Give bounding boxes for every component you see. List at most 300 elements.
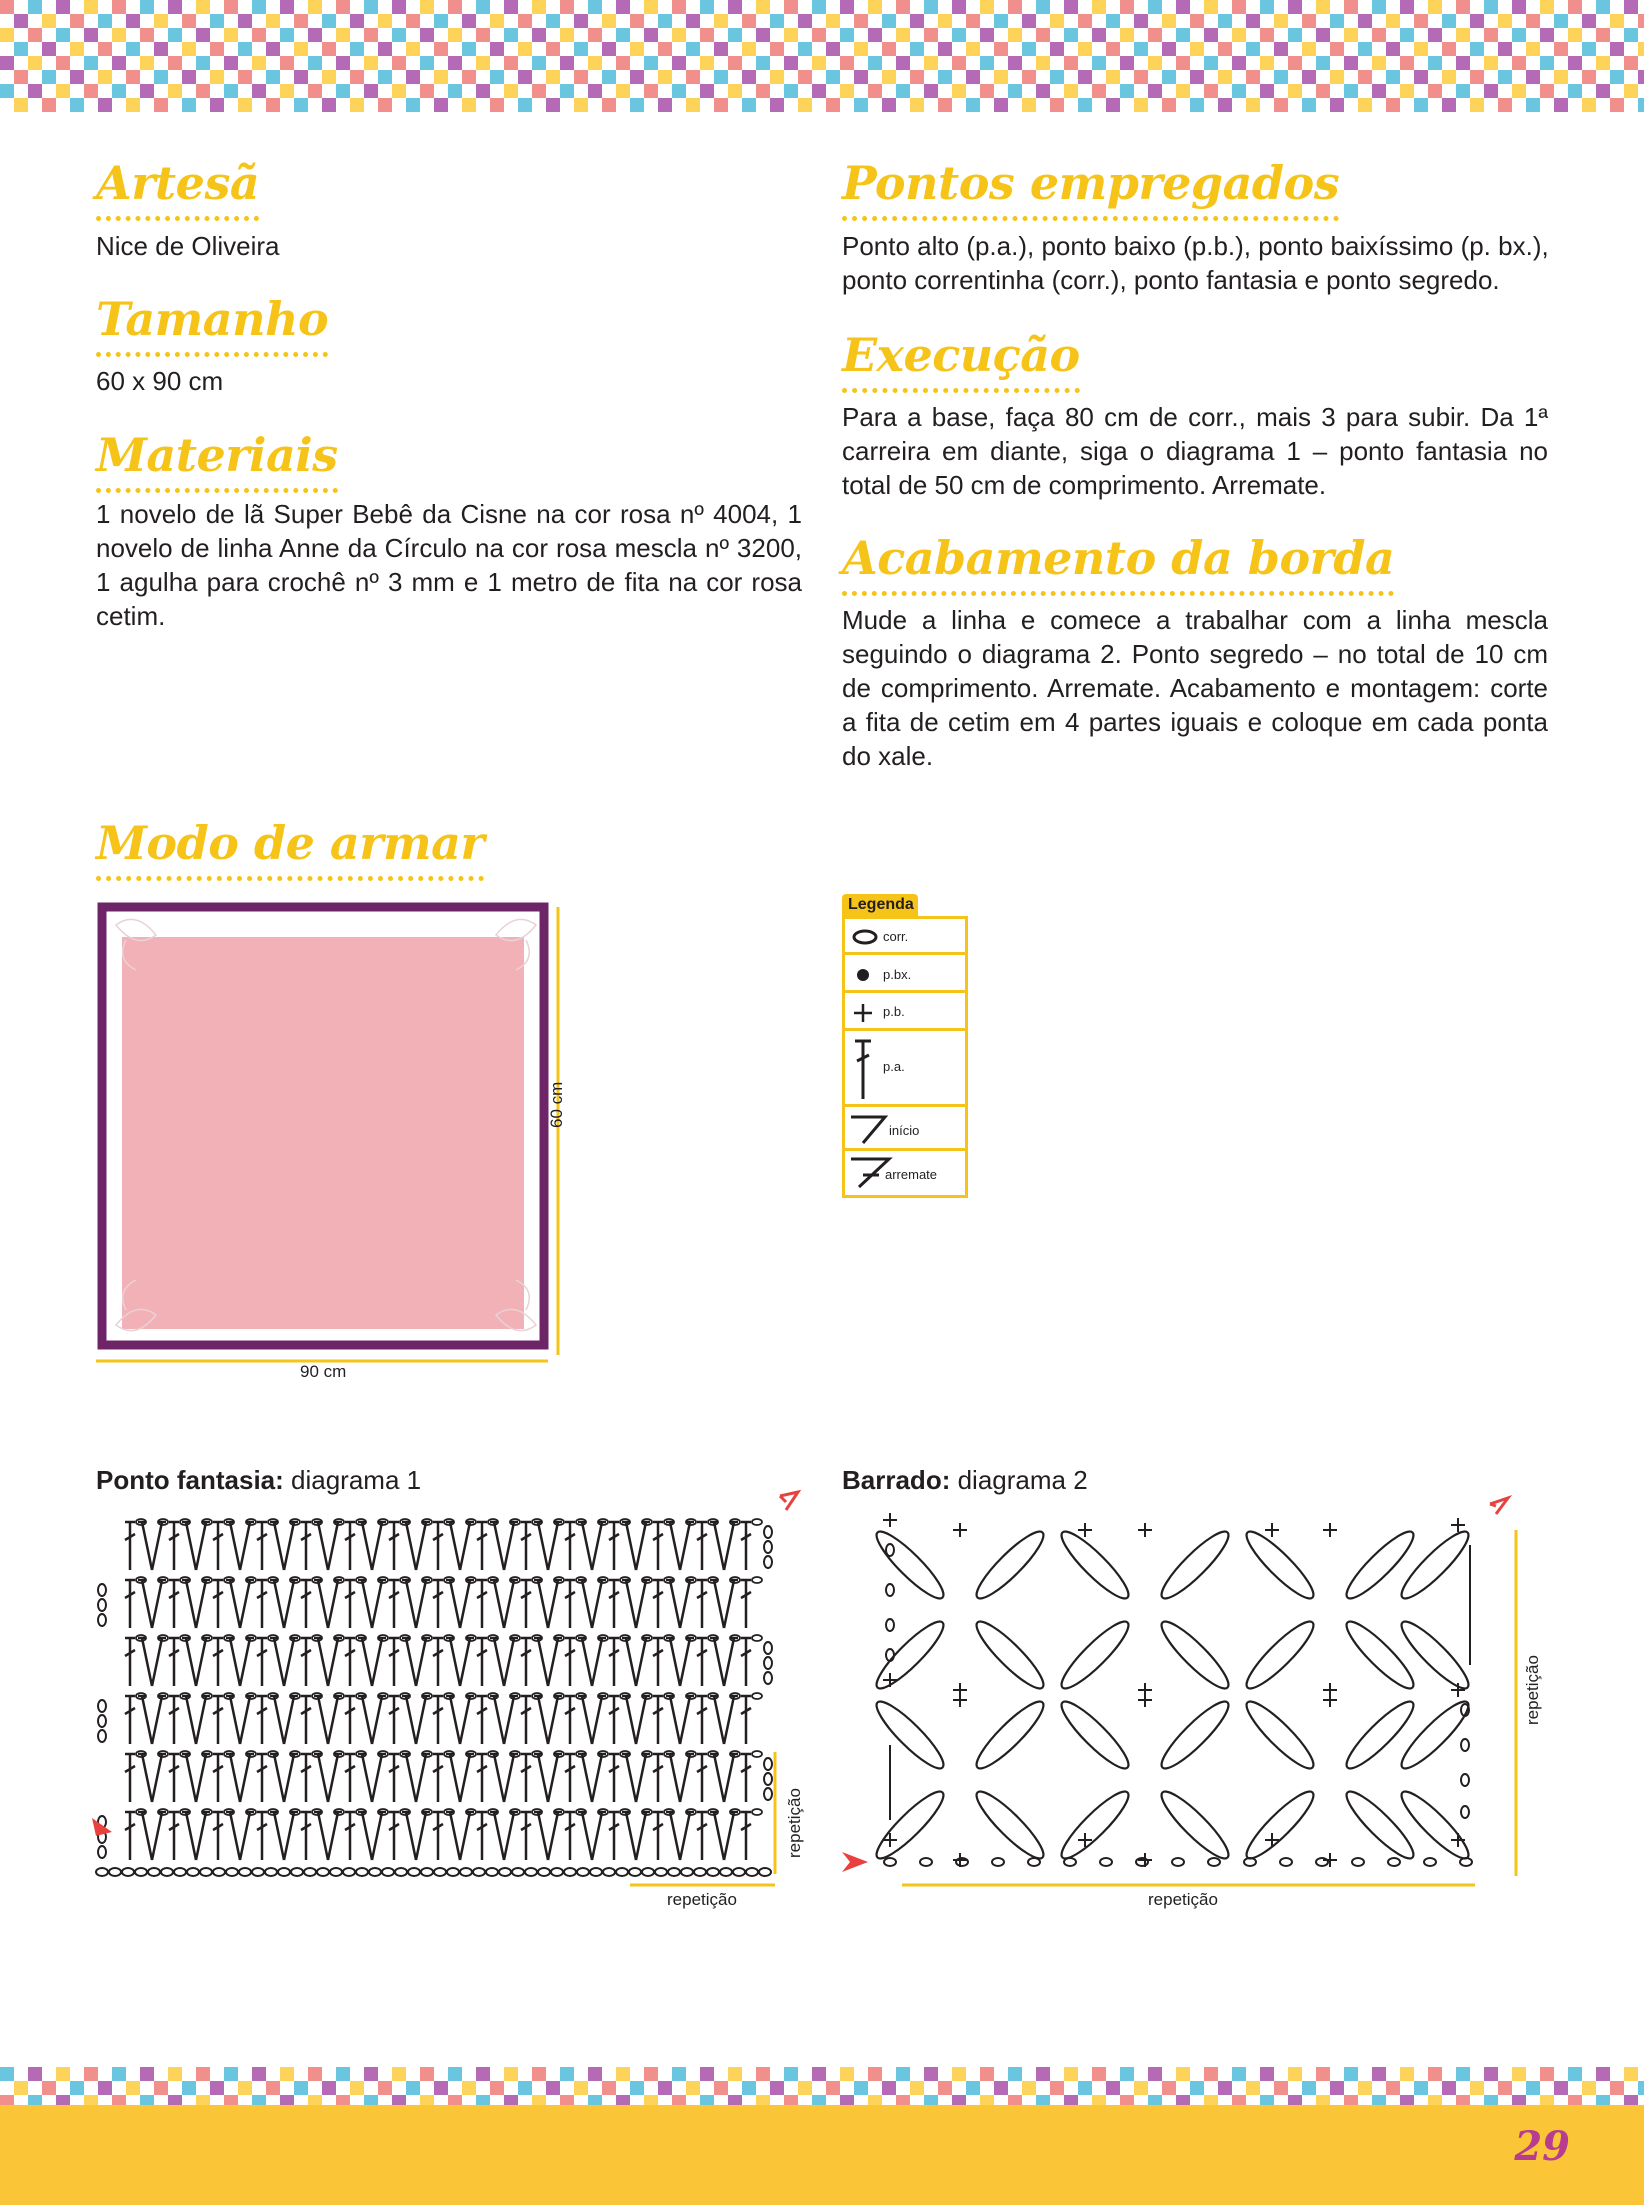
checker-square (952, 2095, 966, 2105)
checker-square (308, 56, 322, 70)
v-stitch (622, 1638, 650, 1686)
checker-square (1274, 98, 1288, 112)
checker-square (798, 42, 812, 56)
checker-square (756, 28, 770, 42)
checker-square (84, 84, 98, 98)
v-stitch (578, 1638, 606, 1686)
crochet-diagram-1 (90, 1490, 820, 1890)
checker-square (1120, 56, 1134, 70)
checker-square (126, 98, 140, 112)
chain-stitch (473, 1868, 485, 1876)
checker-square (1638, 42, 1644, 56)
checker-square (1400, 0, 1414, 14)
checker-square (1204, 0, 1218, 14)
checker-square (1148, 2067, 1162, 2081)
checker-square (826, 98, 840, 112)
tall-stitch (389, 1812, 399, 1860)
turning-chain (764, 1788, 772, 1800)
tall-stitch (389, 1522, 399, 1570)
checker-square (126, 42, 140, 56)
checker-square (658, 42, 672, 56)
checker-square (378, 70, 392, 84)
tall-stitch (345, 1638, 355, 1686)
checker-square (1204, 56, 1218, 70)
tall-stitch (565, 1638, 575, 1686)
checker-square (714, 14, 728, 28)
checker-square (448, 2095, 462, 2105)
checker-square (1526, 98, 1540, 112)
checker-square (1470, 98, 1484, 112)
checker-square (700, 28, 714, 42)
chain-stitch (1208, 1858, 1220, 1866)
v-stitch (666, 1638, 694, 1686)
heading-acabamento: Acabamento da borda (842, 535, 1394, 596)
checker-square (1092, 2067, 1106, 2081)
checker-square (1400, 2095, 1414, 2105)
checker-square (1540, 2095, 1554, 2105)
turning-chain (98, 1846, 106, 1858)
tall-stitch (697, 1580, 707, 1628)
checker-square (1288, 56, 1302, 70)
v-stitch (622, 1522, 650, 1570)
checker-square (644, 56, 658, 70)
start-arrow-icon (842, 1852, 868, 1872)
checker-square (1554, 42, 1568, 56)
chain-stitch (707, 1868, 719, 1876)
checker-square (1526, 42, 1540, 56)
cluster-petal (870, 1525, 951, 1606)
checker-square (952, 0, 966, 14)
checker-square (1022, 70, 1036, 84)
checker-square (1442, 14, 1456, 28)
checker-square (1540, 84, 1554, 98)
checker-square (1624, 0, 1638, 14)
checker-square (1260, 56, 1274, 70)
cluster-petal (1340, 1695, 1421, 1776)
checker-square (1456, 2067, 1470, 2081)
v-stitch (446, 1580, 474, 1628)
checker-square (1414, 42, 1428, 56)
checker-square (1148, 0, 1162, 14)
checker-square (1008, 84, 1022, 98)
plus-stitch (883, 1833, 897, 1847)
side-chain (886, 1544, 894, 1556)
checker-square (1330, 2081, 1344, 2095)
tall-stitch (697, 1638, 707, 1686)
legend-row-corr (845, 919, 965, 955)
tall-stitch (257, 1522, 267, 1570)
checker-square (238, 42, 252, 56)
tall-stitch (521, 1580, 531, 1628)
checker-square (672, 84, 686, 98)
checker-square (126, 14, 140, 28)
checker-square (1386, 42, 1400, 56)
cluster-petal (970, 1525, 1051, 1606)
checker-square (574, 14, 588, 28)
side-chain (886, 1584, 894, 1596)
tall-stitch (609, 1522, 619, 1570)
checker-square (168, 2067, 182, 2081)
checker-square (938, 42, 952, 56)
checker-square (966, 98, 980, 112)
tall-stitch (301, 1522, 311, 1570)
checker-square (1456, 2095, 1470, 2105)
chain-stitch (752, 1751, 762, 1757)
tall-stitch (741, 1580, 751, 1628)
tall-stitch (741, 1812, 751, 1860)
checker-square (1512, 2095, 1526, 2105)
checker-square (532, 84, 546, 98)
checker-square (588, 84, 602, 98)
checker-square (644, 84, 658, 98)
cluster-petal (1055, 1695, 1136, 1776)
checker-square (336, 2067, 350, 2081)
checker-square (1176, 0, 1190, 14)
checker-square (1484, 2095, 1498, 2105)
checker-square (1358, 2081, 1372, 2095)
diagram1-repeat-horizontal: repetição (667, 1890, 737, 1909)
checker-square (126, 70, 140, 84)
cluster-petal (1340, 1615, 1421, 1696)
cluster-petal (1155, 1695, 1236, 1776)
checker-square (966, 70, 980, 84)
chain-stitch (161, 1868, 173, 1876)
checker-square (602, 42, 616, 56)
checker-square (42, 42, 56, 56)
v-stitch (446, 1696, 474, 1744)
checker-square (756, 84, 770, 98)
checker-square (882, 14, 896, 28)
checker-square (28, 28, 42, 42)
v-stitch (534, 1580, 562, 1628)
checker-square (224, 2067, 238, 2081)
heading-pontos-empregados: Pontos empregados (842, 160, 1339, 221)
checker-square (770, 14, 784, 28)
checker-square (532, 2095, 546, 2105)
v-stitch (226, 1580, 254, 1628)
checker-square (1596, 0, 1610, 14)
checker-pattern (0, 0, 1644, 112)
cluster-petal (1395, 1785, 1476, 1866)
legend-label-pa: p.a. (883, 1059, 905, 1074)
checker-square (560, 2095, 574, 2105)
v-stitch (710, 1812, 738, 1860)
checker-square (490, 70, 504, 84)
v-stitch (490, 1638, 518, 1686)
checker-square (1106, 70, 1120, 84)
checker-square (350, 70, 364, 84)
v-stitch (314, 1754, 342, 1802)
checker-square (1624, 84, 1638, 98)
legend-box (842, 916, 968, 1198)
tall-stitch (653, 1696, 663, 1744)
checker-square (1540, 0, 1554, 14)
tall-stitch (213, 1638, 223, 1686)
chain-stitch (148, 1868, 160, 1876)
checker-square (70, 98, 84, 112)
v-stitch (270, 1696, 298, 1744)
tall-stitch (169, 1638, 179, 1686)
checker-square (1358, 14, 1372, 28)
checker-square (868, 0, 882, 14)
checker-square (1190, 42, 1204, 56)
checker-square (1036, 28, 1050, 42)
checker-square (784, 2067, 798, 2081)
checker-square (742, 98, 756, 112)
checker-square (1274, 2081, 1288, 2095)
checker-square (434, 14, 448, 28)
checker-square (770, 2081, 784, 2095)
checker-square (784, 28, 798, 42)
chain-stitch (629, 1868, 641, 1876)
checker-square (364, 2095, 378, 2105)
v-stitch (622, 1754, 650, 1802)
checker-square (910, 14, 924, 28)
checker-square (1022, 2081, 1036, 2095)
cluster-petal (1155, 1785, 1236, 1866)
checker-square (770, 42, 784, 56)
checker-square (1540, 56, 1554, 70)
checker-square (42, 98, 56, 112)
tall-stitch (213, 1812, 223, 1860)
checker-square (924, 2095, 938, 2105)
checker-square (938, 14, 952, 28)
checker-square (1204, 28, 1218, 42)
tall-stitch (125, 1754, 135, 1802)
chain-stitch (694, 1868, 706, 1876)
checker-square (1134, 98, 1148, 112)
checker-square (294, 42, 308, 56)
checker-square (42, 14, 56, 28)
checker-square (448, 0, 462, 14)
checker-square (798, 70, 812, 84)
checker-square (1400, 84, 1414, 98)
checker-square (784, 84, 798, 98)
plus-stitch (1451, 1833, 1465, 1847)
turning-chain (98, 1730, 106, 1742)
checker-square (490, 42, 504, 56)
checker-square (98, 14, 112, 28)
v-stitch (578, 1580, 606, 1628)
v-stitch (666, 1696, 694, 1744)
heading-execucao: Execução (842, 332, 1080, 393)
checker-square (1582, 98, 1596, 112)
tall-stitch (697, 1754, 707, 1802)
cluster-petal (1240, 1695, 1321, 1776)
checker-square (546, 2081, 560, 2095)
checker-square (1596, 84, 1610, 98)
checker-square (812, 84, 826, 98)
checker-square (210, 14, 224, 28)
chain-stitch (408, 1868, 420, 1876)
v-stitch (490, 1580, 518, 1628)
chain-stitch (213, 1868, 225, 1876)
checker-square (1372, 2095, 1386, 2105)
diagram1-repeat-vertical: repetição (785, 1788, 804, 1858)
checker-square (1400, 28, 1414, 42)
cluster-petal (1155, 1525, 1236, 1606)
v-stitch (622, 1696, 650, 1744)
tall-stitch (741, 1754, 751, 1802)
checker-square (840, 2095, 854, 2105)
checker-square (1190, 98, 1204, 112)
checker-square (294, 14, 308, 28)
checker-square (84, 28, 98, 42)
checker-square (196, 84, 210, 98)
checker-square (924, 2067, 938, 2081)
legend-title: Legenda (842, 894, 918, 916)
checker-square (1022, 14, 1036, 28)
tall-stitch (521, 1522, 531, 1570)
checker-square (1218, 42, 1232, 56)
checker-square (616, 2067, 630, 2081)
checker-square (1120, 84, 1134, 98)
checker-square (1358, 70, 1372, 84)
checker-square (1162, 14, 1176, 28)
checker-square (980, 0, 994, 14)
checker-square (1316, 2067, 1330, 2081)
checker-square (910, 70, 924, 84)
checker-square (1610, 14, 1624, 28)
checker-square (854, 2081, 868, 2095)
checker-square (1582, 2081, 1596, 2095)
checker-square (630, 2081, 644, 2095)
v-stitch (182, 1580, 210, 1628)
checker-square (1302, 98, 1316, 112)
checker-square (784, 56, 798, 70)
checker-square (1638, 98, 1644, 112)
v-stitch (138, 1812, 166, 1860)
checker-square (1232, 2067, 1246, 2081)
plus-stitch (1451, 1518, 1465, 1532)
v-stitch (402, 1812, 430, 1860)
checker-square (756, 2095, 770, 2105)
checker-square (1330, 98, 1344, 112)
chain-stitch (187, 1868, 199, 1876)
v-stitch (314, 1696, 342, 1744)
checker-square (308, 28, 322, 42)
checker-square (238, 2081, 252, 2095)
checker-square (868, 56, 882, 70)
v-stitch (402, 1754, 430, 1802)
checker-square (728, 84, 742, 98)
checker-square (1246, 42, 1260, 56)
checker-square (994, 14, 1008, 28)
checker-square (392, 0, 406, 14)
checker-square (686, 70, 700, 84)
checker-square (532, 2067, 546, 2081)
checker-square (924, 84, 938, 98)
checker-square (490, 98, 504, 112)
checker-square (1484, 28, 1498, 42)
checker-square (966, 14, 980, 28)
checker-square (140, 84, 154, 98)
checker-square (1414, 14, 1428, 28)
checker-square (1148, 2095, 1162, 2105)
chain-stitch (239, 1868, 251, 1876)
checker-square (1372, 56, 1386, 70)
checker-square (980, 56, 994, 70)
checker-square (1568, 84, 1582, 98)
checker-square (364, 84, 378, 98)
chain-stitch (369, 1868, 381, 1876)
checker-square (1498, 2081, 1512, 2095)
checker-square (1428, 2095, 1442, 2105)
footer-band (0, 2105, 1644, 2205)
checker-square (644, 2067, 658, 2081)
chain-stitch (525, 1868, 537, 1876)
checker-square (1624, 2067, 1638, 2081)
checker-square (714, 42, 728, 56)
checker-square (1134, 42, 1148, 56)
checker-square (1638, 14, 1644, 28)
checker-square (448, 84, 462, 98)
checker-square (28, 2067, 42, 2081)
checker-square (518, 42, 532, 56)
turning-chain (764, 1541, 772, 1553)
chain-stitch (447, 1868, 459, 1876)
cluster-petal (1055, 1615, 1136, 1696)
checker-square (1554, 70, 1568, 84)
diagram2-repeat-vertical: repetição (1523, 1655, 1542, 1725)
checker-square (868, 2095, 882, 2105)
v-stitch (710, 1754, 738, 1802)
v-stitch (490, 1812, 518, 1860)
checker-square (350, 98, 364, 112)
checker-square (1414, 70, 1428, 84)
checker-square (1554, 2081, 1568, 2095)
checker-square (994, 70, 1008, 84)
tall-stitch (565, 1522, 575, 1570)
checker-square (168, 2095, 182, 2105)
checker-square (98, 70, 112, 84)
checker-square (1498, 70, 1512, 84)
checker-square (1064, 0, 1078, 14)
tall-stitch (653, 1522, 663, 1570)
checker-square (1470, 14, 1484, 28)
checker-square (1008, 2095, 1022, 2105)
chain-stitch (317, 1868, 329, 1876)
diagram2-caption-bold: Barrado: (842, 1465, 951, 1495)
chain-stitch (746, 1868, 758, 1876)
v-stitch (138, 1580, 166, 1628)
tall-stitch (257, 1696, 267, 1744)
checker-square (700, 56, 714, 70)
tall-stitch (433, 1696, 443, 1744)
tall-stitch (345, 1812, 355, 1860)
checker-square (882, 42, 896, 56)
heading-modo-de-armar: Modo de armar (96, 820, 484, 881)
v-stitch (226, 1696, 254, 1744)
checker-square (1092, 2095, 1106, 2105)
checker-square (1386, 70, 1400, 84)
tall-stitch (521, 1696, 531, 1744)
checker-square (588, 2095, 602, 2105)
checker-square (868, 2067, 882, 2081)
checker-square (1582, 70, 1596, 84)
checker-square (504, 56, 518, 70)
v-stitch (402, 1638, 430, 1686)
v-stitch (182, 1754, 210, 1802)
checker-square (952, 84, 966, 98)
checker-square (420, 84, 434, 98)
checker-square (224, 28, 238, 42)
tall-stitch (125, 1580, 135, 1628)
tall-stitch (257, 1812, 267, 1860)
checker-square (1526, 2081, 1540, 2095)
checker-square (700, 2067, 714, 2081)
checker-square (658, 70, 672, 84)
